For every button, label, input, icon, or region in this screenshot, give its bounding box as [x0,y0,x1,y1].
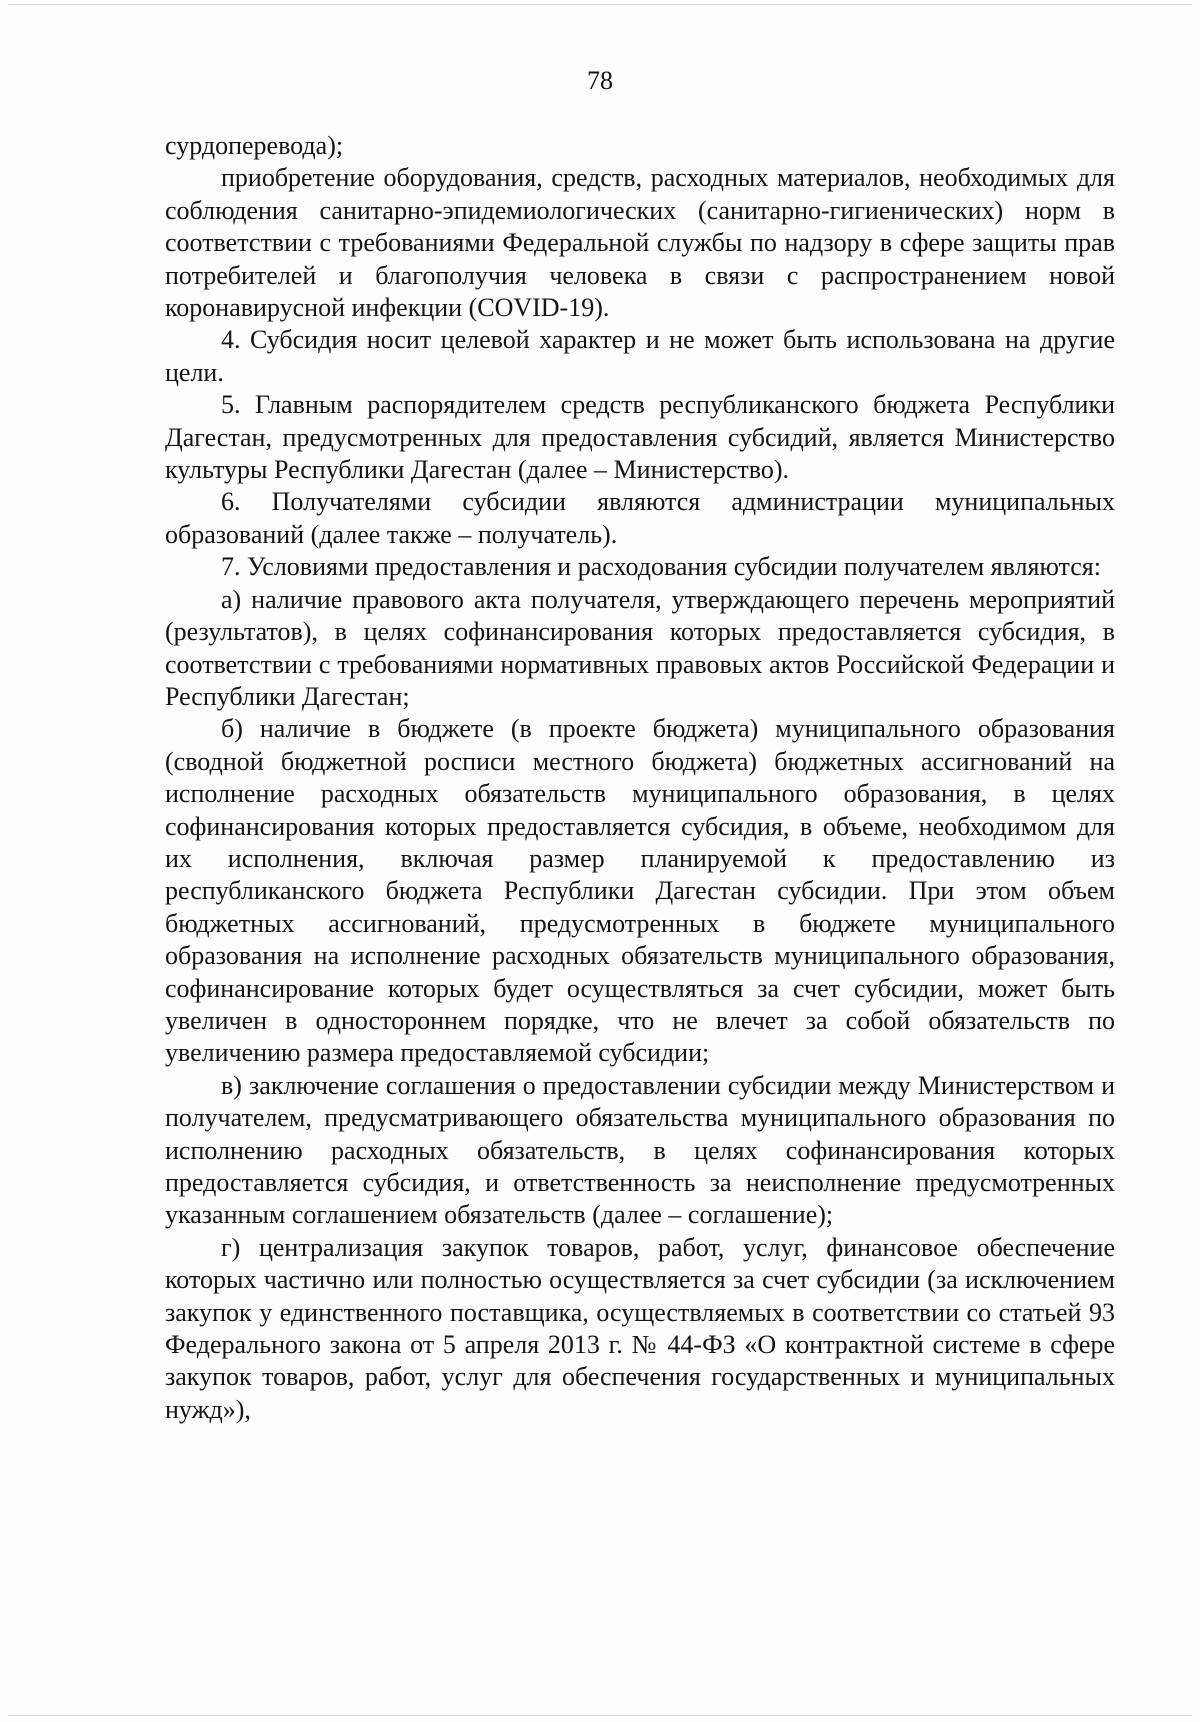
page-number: 78 [587,66,613,95]
paragraph-subitem-b: б) наличие в бюджете (в проекте бюджета) муниципального образования (сводной бюджетной росписи местного бюджета) бюджетных ассигнований на исполнение расходных обязательств муниципального образования, в целях софинансирования которых предоставляется субсидия, в объеме, необходимом для их исполнения, включая размер планируемой к предоставлению из республиканского бюджета Республики Дагестан субсидии. При этом объем бюджетных ассигнований, предусмотренных в бюджете муниципального образования на исполнение расходных обязательств муниципального образования, софинансирование которых будет осуществляться за счет субсидии, может быть увеличен в одностороннем порядке, что не влечет за собой обязательств по увеличению размера предоставляемой субсидии; [165,714,1115,1068]
paragraph-subitem-a: а) наличие правового акта получателя, утверждающего перечень мероприятий (результатов), в целях софинансирования которых предоставляется субсидия, в соответствии с требованиями нормативных правовых актов Российской Федерации и Республики Дагестан; [165,584,1115,711]
page-edge-top [8,4,1192,5]
paragraph-item-7: 7. Условиями предоставления и расходования субсидии получателем являются: [221,552,1101,582]
paragraph-item-4: 4. Субсидия носит целевой характер и не может быть использована на другие цели. [165,325,1115,387]
paragraph-subitem-v: в) заключение соглашения о предоставлении субсидии между Министерством и получателем, предусматривающего обязательства муниципального образования по исполнению расходных обязательств, в целях софинансирования которых предоставляется субсидия, и ответственность за неисполнение предусмотренных указанным соглашением обязательств (далее – соглашение); [165,1070,1115,1230]
paragraph-item-5: 5. Главным распорядителем средств республиканского бюджета Республики Дагестан, предусмотренных для предоставления субсидий, является Министерство культуры Республики Дагестан (далее – Министерство). [165,390,1115,485]
paragraph-subitem-g: г) централизация закупок товаров, работ, услуг, финансовое обеспечение которых частично или полностью осуществляется за счет субсидии (за исключением закупок у единственного поставщика, осуществляемых в соответствии со статьей 93 Федерального закона от 5 апреля 2013 г. № 44-ФЗ «О контрактной системе в сфере закупок товаров, работ, услуг для обеспечения государственных и муниципальных нужд»), [165,1232,1115,1424]
paragraph-item-6: 6. Получателями субсидии являются администрации муниципальных образований (далее также – получатель). [165,487,1115,549]
page-edge-bottom [8,1715,1192,1716]
paragraph-continuation: сурдоперевода); [165,131,344,160]
document-body [165,130,1115,1426]
paragraph-equipment: приобретение оборудования, средств, расходных материалов, необходимых для соблюдения санитарно-эпидемиологических (санитарно-гигиенических) норм в соответствии с требованиями Федеральной службы по надзору в сфере защиты прав потребителей и благополучия человека в связи с распространением новой коронавирусной инфекции (COVID-19). [165,163,1115,323]
